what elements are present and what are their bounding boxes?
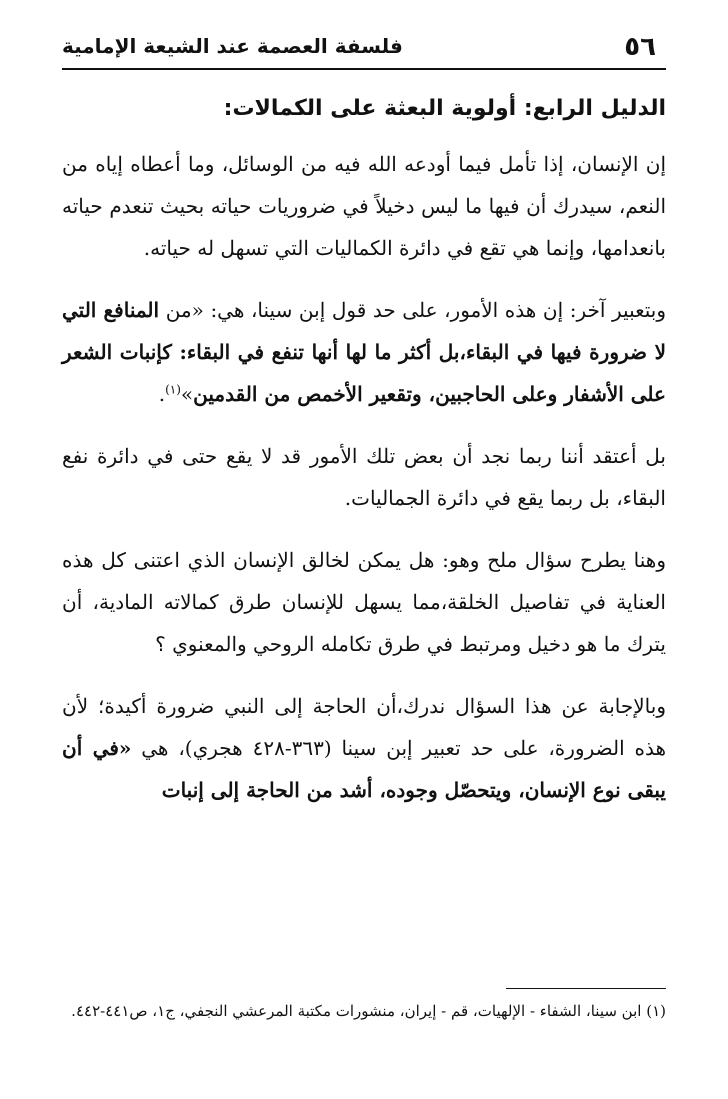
paragraph-1: إن الإنسان، إذا تأمل فيما أودعه الله فيه من الوسائل، وما أعطاه إياه من النعم، سيدرك أن فيها ما ليس دخيلاً في ضروريات حياته بحيث تنعدم حياته بانعدامها، وإنما هي تقع في دائرة الكماليات التي تسهل له حياته. (62, 152, 666, 260)
paragraph-2-intro: وبتعبير آخر: إن هذه الأمور، على حد قول إبن سينا، هي: «من (165, 298, 667, 322)
paragraph-3: بل أعتقد أننا ربما نجد أن بعض تلك الأمور قد لا يقع حتى في دائرة نفع البقاء، بل ربما يقع في دائرة الجماليات. (62, 444, 666, 510)
footnote-rule (506, 988, 666, 989)
paragraph-5 (62, 685, 666, 811)
section-heading: الدليل الرابع: أولوية البعثة على الكمالات: (223, 96, 666, 121)
paragraph-2 (62, 289, 666, 415)
quote-close: » (180, 382, 194, 406)
page-body (62, 96, 666, 831)
page-header (62, 22, 666, 70)
paragraph-5-intro: وبالإجابة عن هذا السؤال ندرك،أن الحاجة إلى النبي ضرورة أكيدة؛ لأن هذه الضرورة، على حد تعبير إبن سينا (٣٦٣-٤٢٨ هجري)، هي (62, 694, 666, 760)
header-rule (62, 68, 666, 70)
quoted-ibn-sina-2: «في أن يبقى نوع الإنسان، ويتحصّل وجوده، أشد من الحاجة إلى إنبات (62, 736, 666, 802)
footnote: (١) ابن سينا، الشفاء - الإلهيات، قم - إيران، منشورات مكتبة المرعشي النجفي، ج١، ص٤٤١-٤٤٢. (71, 1002, 666, 1020)
running-title: فلسفة العصمة عند الشيعة الإمامية (62, 34, 403, 58)
page-number: ٥٦ (624, 32, 656, 62)
paragraph-4: وهنا يطرح سؤال ملح وهو: هل يمكن لخالق الإنسان الذي اعتنى كل هذه العناية في تفاصيل الخلقة،مما يسهل للإنسان طرق كمالاته المادية، أن يترك ما هو دخيل ومرتبط في طرق تكامله الروحي والمعنوي ؟ (62, 548, 666, 656)
quoted-ibn-sina: المنافع التي لا ضرورة فيها في البقاء،بل أكثر ما لها أنها تنفع في البقاء: كإنبات الشعر على الأشفار وعلى الحاجبين، وتقعير الأخمص من القدمين (62, 298, 666, 406)
footnote-ref: (١) (165, 382, 181, 397)
paragraph-2-end: . (158, 382, 166, 406)
